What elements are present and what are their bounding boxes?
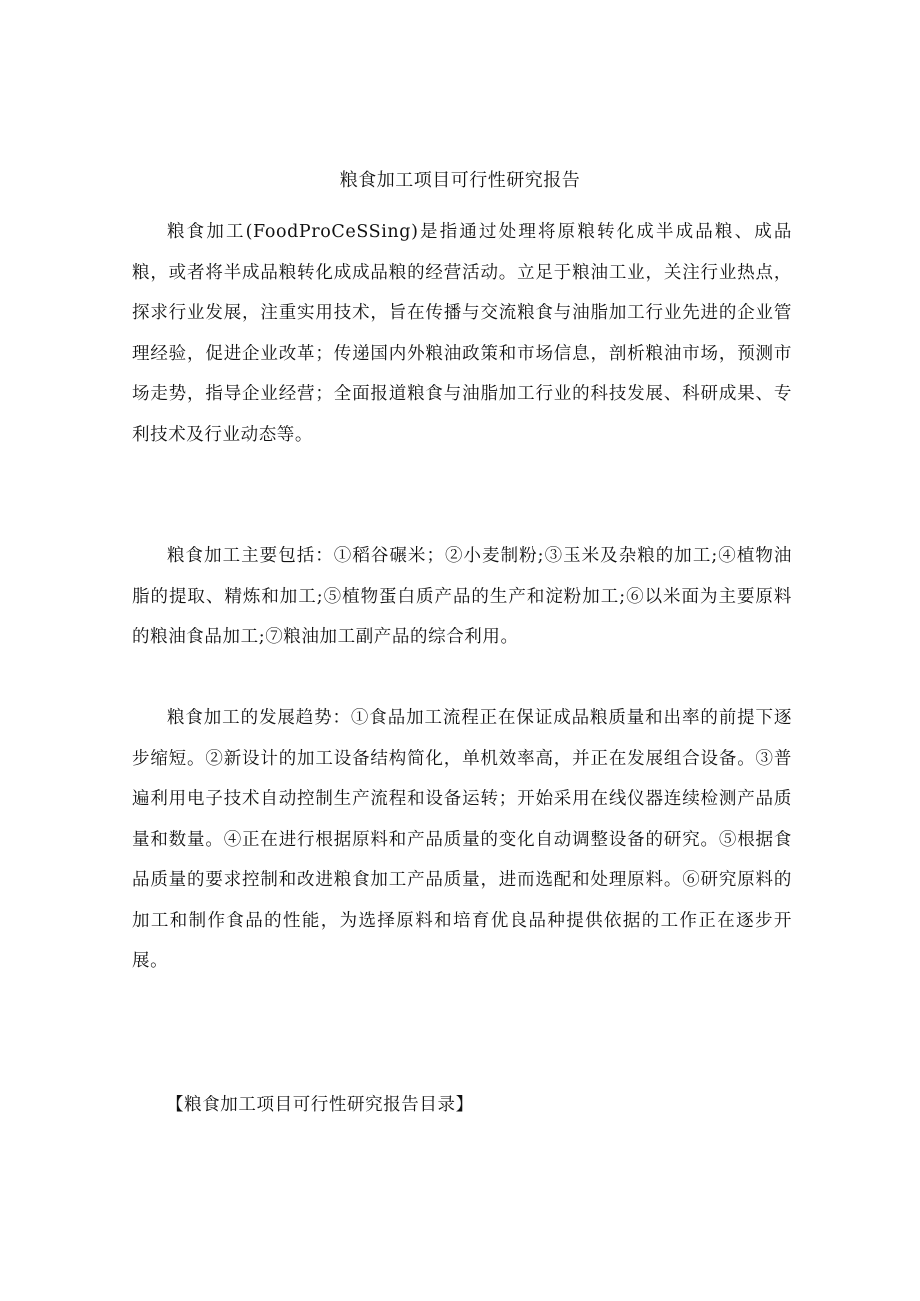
paragraph-trends: [132, 698, 792, 982]
table-of-contents-heading: 【粮食加工项目可行性研究报告目录】: [166, 1095, 474, 1115]
paragraph-text: 粮食加工的发展趋势：①食品加工流程正在保证成品粮质量和出率的前提下逐步缩短。②新设计的加工设备结构简化，单机效率高，并正在发展组合设备。③普遍利用电子技术自动控制生产流程和设备运转；开始采用在线仪器连续检测产品质量和数量。④正在进行根据原料和产品质量的变化自动调整设备的研究。⑤根据食品质量的要求控制和改进粮食加工产品质量，进而选配和处理原料。⑥研究原料的加工和制作食品的性能，为选择原料和培育优良品种提供依据的工作正在逐步开展。: [132, 708, 792, 971]
paragraph-text: 粮食加工主要包括：①稻谷碾米；②小麦制粉;③玉米及杂粮的加工;④植物油脂的提取、精炼和加工;⑤植物蛋白质产品的生产和淀粉加工;⑥以米面为主要原料的粮油食品加工;⑦粮油加工副产品的综合利用。: [132, 546, 792, 647]
paragraph-scope: [132, 536, 792, 658]
document-title: 粮食加工项目可行性研究报告: [339, 170, 581, 191]
paragraph-definition: [132, 212, 792, 455]
paragraph-text: 粮食加工(FoodProCeSSing)是指通过处理将原粮转化成半成品粮、成品粮，或者将半成品粮转化成成品粮的经营活动。立足于粮油工业，关注行业热点，探求行业发展，注重实用技术，旨在传播与交流粮食与油脂加工行业先进的企业管理经验，促进企业改革；传递国内外粮油政策和市场信息，剖析粮油市场，预测市场走势，指导企业经营；全面报道粮食与油脂加工行业的科技发展、科研成果、专利技术及行业动态等。: [132, 222, 792, 445]
